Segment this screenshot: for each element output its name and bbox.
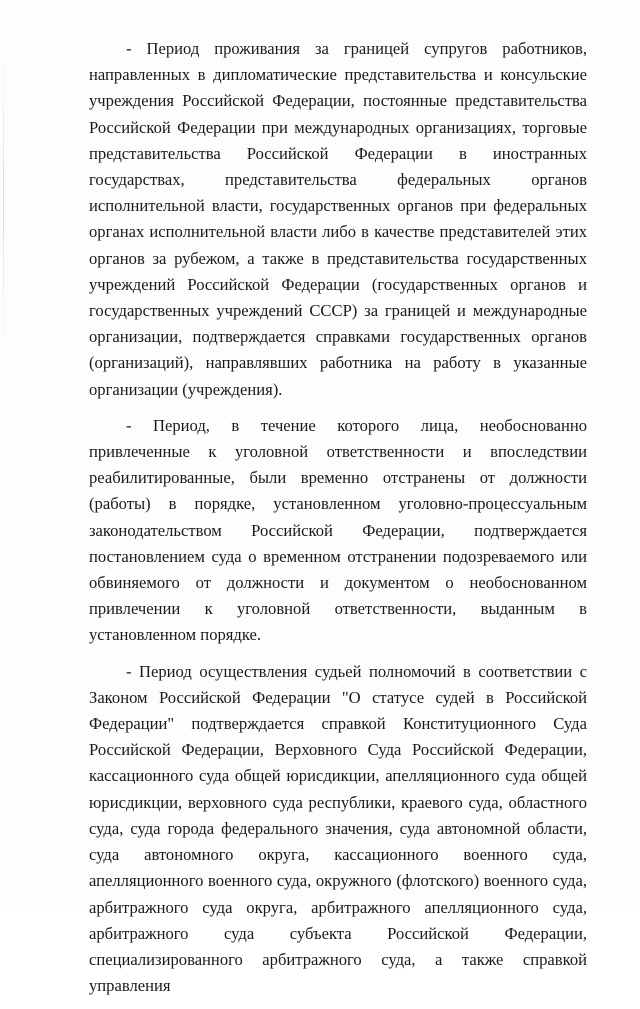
paragraph-residence-abroad: - Период проживания за границей супругов работников, направленных в дипломатические представительства и консульские учреждения Российской Федерации, постоянные представительства Российской Федерации при международных организациях, торговые представительства Российской Федерации в иностранных государствах, представительства федеральных органов исполнительной власти, государственных органов при федеральных органах исполнительной власти либо в качестве представителей этих органов за рубежом, а также в представительства государственных учреждений Российской Федерации (государственных органов и государственных учреждений СССР) за границей и международные организации, подтверждается справками государственных органов (организаций), направлявших работника на работу в указанные организации (учреждения). — [89, 39, 587, 399]
scan-edge-shadow — [3, 40, 4, 360]
document-body — [89, 36, 587, 1009]
paragraph-rehabilitated-persons: - Период, в течение которого лица, необоснованно привлеченные к уголовной ответственности и впоследствии реабилитированные, были временно отстранены от должности (работы) в порядке, установленном уголовно-процессуальным законодательством Российской Федерации, подтверждается постановлением суда о временном отстранении подозреваемого или обвиняемого от должности и документом о необоснованном привлечении к уголовной ответственности, выданным в установленном порядке. — [89, 415, 587, 645]
paragraph-judge-powers: - Период осуществления судьей полномочий в соответствии с Законом Российской Федерации "О статусе судей в Российской Федерации" подтверждается справкой Конституционного Суда Российской Федерации, Верховного Суда Российской Федерации, кассационного суда общей юрисдикции, апелляционного суда общей юрисдикции, верховного суда республики, краевого суда, областного суда, суда города федерального значения, суда автономной области, суда автономного округа, кассационного военного суда, апелляционного военного суда, окружного (флотского) военного суда, арбитражного суда округа, арбитражного апелляционного суда, арбитражного суда субъекта Российской Федерации, специализированного арбитражного суда, а также справкой управления — [89, 661, 587, 996]
